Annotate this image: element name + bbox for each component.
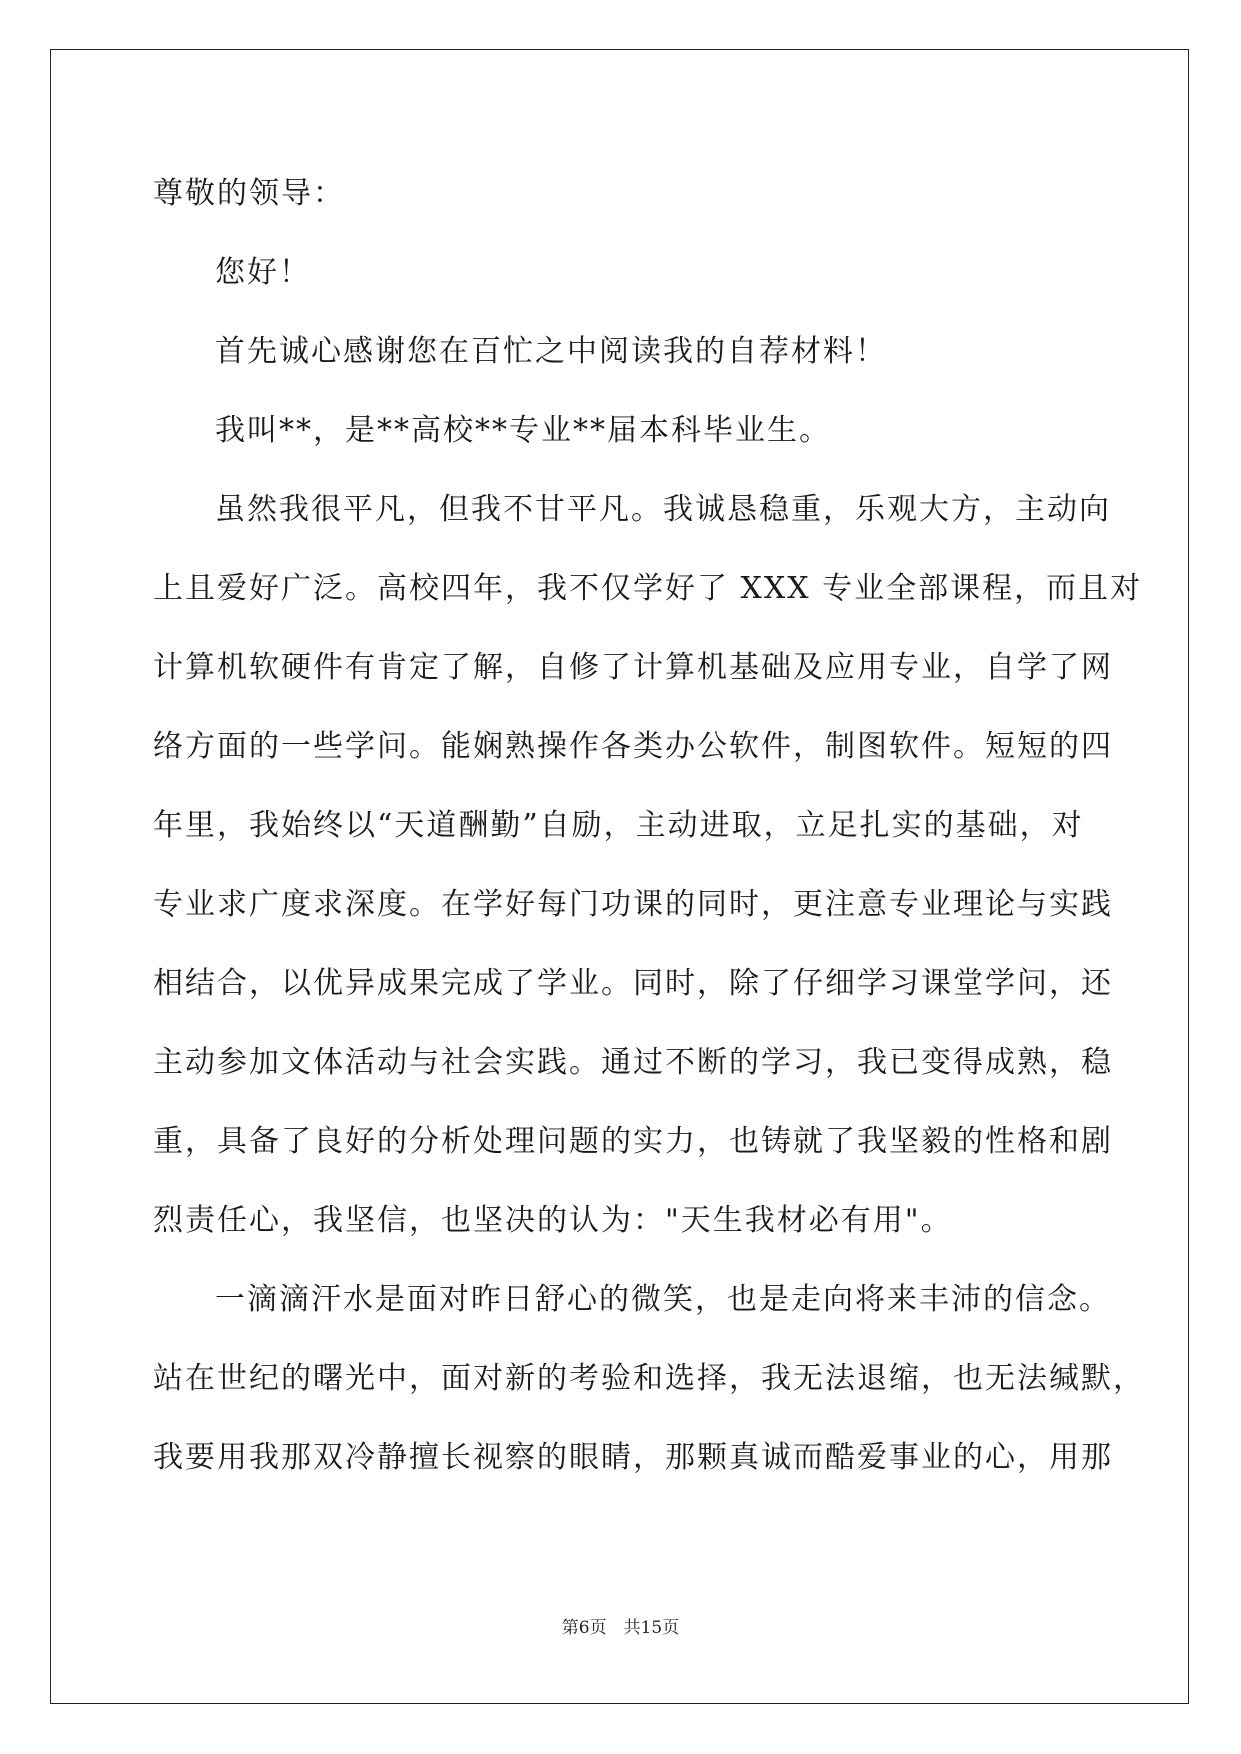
body-line: 我要用我那双冷静擅长视察的眼睛，那颗真诚而酷爱事业的心，用那 bbox=[153, 1440, 1113, 1475]
body-line: 络方面的一些学问。能娴熟操作各类办公软件，制图软件。短短的四 bbox=[153, 729, 1113, 764]
body-line: 相结合，以优异成果完成了学业。同时，除了仔细学习课堂学问，还 bbox=[153, 966, 1113, 1001]
body-line: 重，具备了良好的分析处理问题的实力，也铸就了我坚毅的性格和剧 bbox=[153, 1124, 1113, 1159]
salutation: 尊敬的领导： bbox=[153, 176, 345, 211]
body-line: 首先诚心感谢您在百忙之中阅读我的自荐材料！ bbox=[215, 334, 887, 369]
page-number-footer: 第6页 共15页 bbox=[561, 1618, 680, 1638]
body-line: 站在世纪的曙光中，面对新的考验和选择，我无法退缩，也无法缄默， bbox=[153, 1361, 1145, 1396]
body-line: 我叫**，是**高校**专业**届本科毕业生。 bbox=[215, 413, 831, 448]
body-line: 年里，我始终以“天道酬勤”自励，主动进取，立足扎实的基础，对 bbox=[153, 808, 1084, 843]
body-line: 虽然我很平凡，但我不甘平凡。我诚恳稳重，乐观大方，主动向 bbox=[215, 492, 1111, 527]
body-line: 烈责任心，我坚信，也坚决的认为："天生我材必有用"。 bbox=[153, 1203, 953, 1238]
body-line: 专业求广度求深度。在学好每门功课的同时，更注意专业理论与实践 bbox=[153, 887, 1113, 922]
body-line: 主动参加文体活动与社会实践。通过不断的学习，我已变得成熟，稳 bbox=[153, 1045, 1113, 1080]
body-line: 上且爱好广泛。高校四年，我不仅学好了 XXX 专业全部课程，而且对 bbox=[153, 571, 1143, 606]
greeting: 您好！ bbox=[215, 255, 311, 290]
body-line: 一滴滴汗水是面对昨日舒心的微笑，也是走向将来丰沛的信念。 bbox=[215, 1282, 1111, 1317]
body-line: 计算机软硬件有肯定了解，自修了计算机基础及应用专业，自学了网 bbox=[153, 650, 1113, 685]
